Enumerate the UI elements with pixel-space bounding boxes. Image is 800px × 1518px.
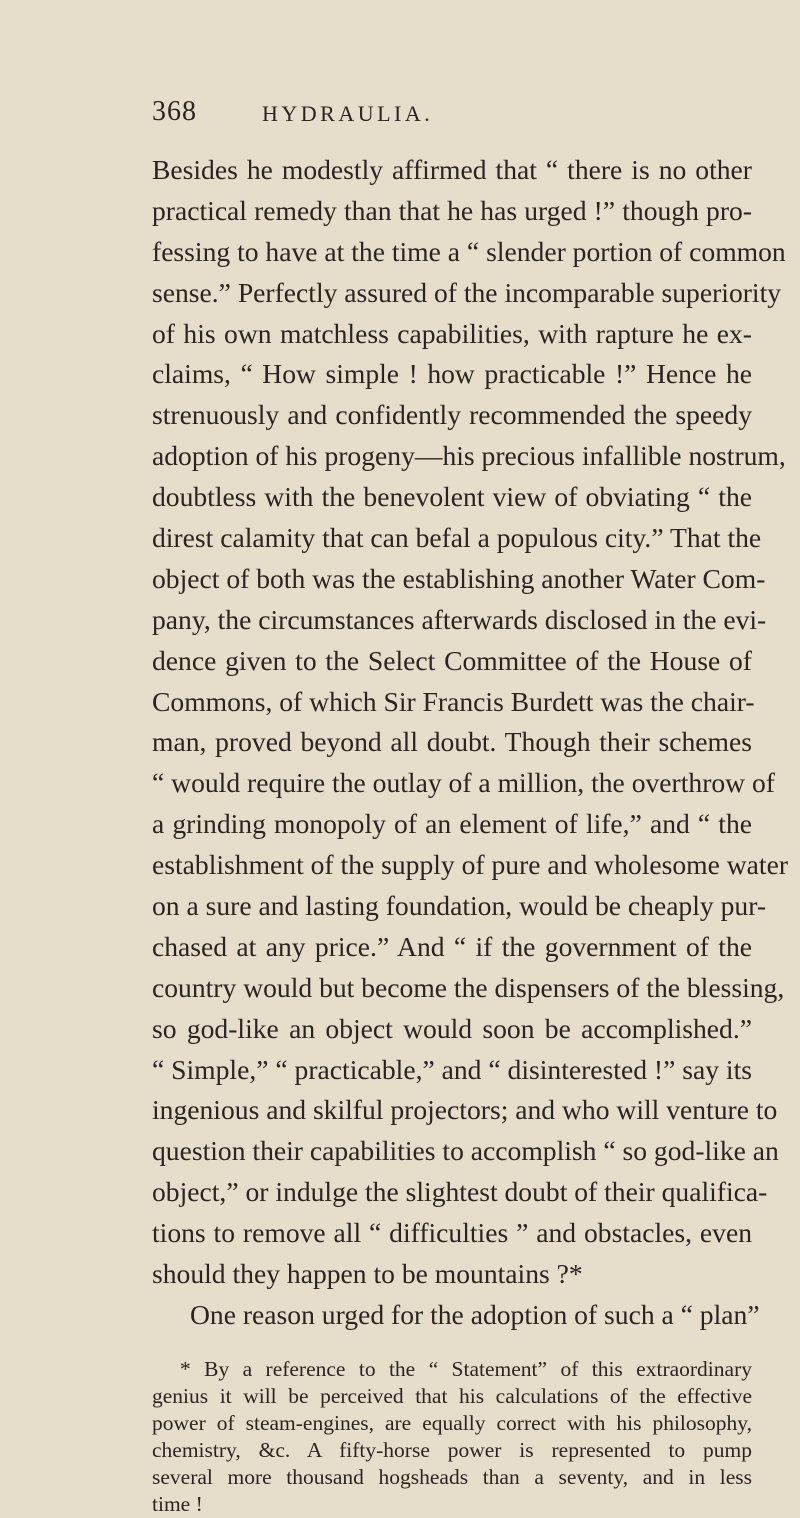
body-line: fessing to have at the time a “ slender portion of common: [152, 235, 786, 267]
body-line: a grinding monopoly of an element of life,” and “ the: [152, 808, 752, 840]
body-line: question their capabilities to accomplish “ so god-like an: [152, 1135, 779, 1167]
footnote-line: chemistry, &c. A fifty-horse power is represented to pump: [152, 1438, 752, 1463]
body-line: ingenious and skilful projectors; and who will venture to: [152, 1094, 778, 1126]
body-line: “ Simple,” “ practicable,” and “ disinterested !” say its: [152, 1053, 752, 1085]
body-line: tions to remove all “ difficulties ” and obstacles, even: [152, 1217, 752, 1249]
body-line: country would but become the dispensers of the blessing,: [152, 971, 785, 1003]
page-number: 368: [152, 96, 197, 127]
footnote-gap: [152, 1336, 752, 1356]
body-text: [152, 150, 789, 1336]
footnote-line: time !: [152, 1492, 203, 1517]
body-line: of his own matchless capabilities, with rapture he ex-: [152, 317, 752, 349]
footnote-line: genius it will be perceived that his calculations of the effective: [152, 1383, 752, 1408]
body-line: chased at any price.” And “ if the government of the: [152, 930, 752, 962]
footnote: [152, 1356, 752, 1518]
body-line: object,” or indulge the slightest doubt of their qualifica-: [152, 1176, 768, 1208]
running-title: HYDRAULIA.: [262, 101, 434, 126]
body-line: object of both was the establishing another Water Com-: [152, 562, 766, 594]
body-line: should they happen to be mountains ?*: [152, 1258, 583, 1290]
body-line: doubtless with the benevolent view of obviating “ the: [152, 481, 752, 513]
body-line: One reason urged for the adoption of such a “ plan”: [190, 1298, 760, 1330]
body-line: adoption of his progeny—his precious infallible nostrum,: [152, 440, 786, 472]
body-line: on a sure and lasting foundation, would be cheaply pur-: [152, 890, 767, 922]
body-line: “ would require the outlay of a million, the overthrow of: [152, 767, 775, 799]
body-line: pany, the circumstances afterwards disclosed in the evi-: [152, 603, 767, 635]
body-line: sense.” Perfectly assured of the incomparable superiority: [152, 276, 782, 308]
body-line: so god-like an object would soon be accomplished.”: [152, 1012, 752, 1044]
running-head: [152, 0, 752, 150]
body-line: practical remedy than that he has urged !” though pro-: [152, 194, 752, 226]
footnote-line: power of steam-engines, are equally correct with his philosophy,: [152, 1411, 752, 1436]
body-line: claims, “ How simple ! how practicable !” Hence he: [152, 358, 752, 390]
body-line: strenuously and confidently recommended the speedy: [152, 399, 752, 431]
body-line: direst calamity that can befal a populous city.” That the: [152, 522, 762, 554]
footnote-line: * By a reference to the “ Statement” of this extraordinary: [180, 1356, 752, 1381]
body-line: Commons, of which Sir Francis Burdett was the chair-: [152, 685, 755, 717]
body-line: dence given to the Select Committee of the House of: [152, 644, 752, 676]
body-line: establishment of the supply of pure and wholesome water: [152, 849, 789, 881]
body-line: Besides he modestly affirmed that “ there is no other: [152, 154, 752, 185]
footnote-line: several more thousand hogsheads than a seventy, and in less: [152, 1465, 752, 1490]
body-line: man, proved beyond all doubt. Though their schemes: [152, 726, 752, 758]
